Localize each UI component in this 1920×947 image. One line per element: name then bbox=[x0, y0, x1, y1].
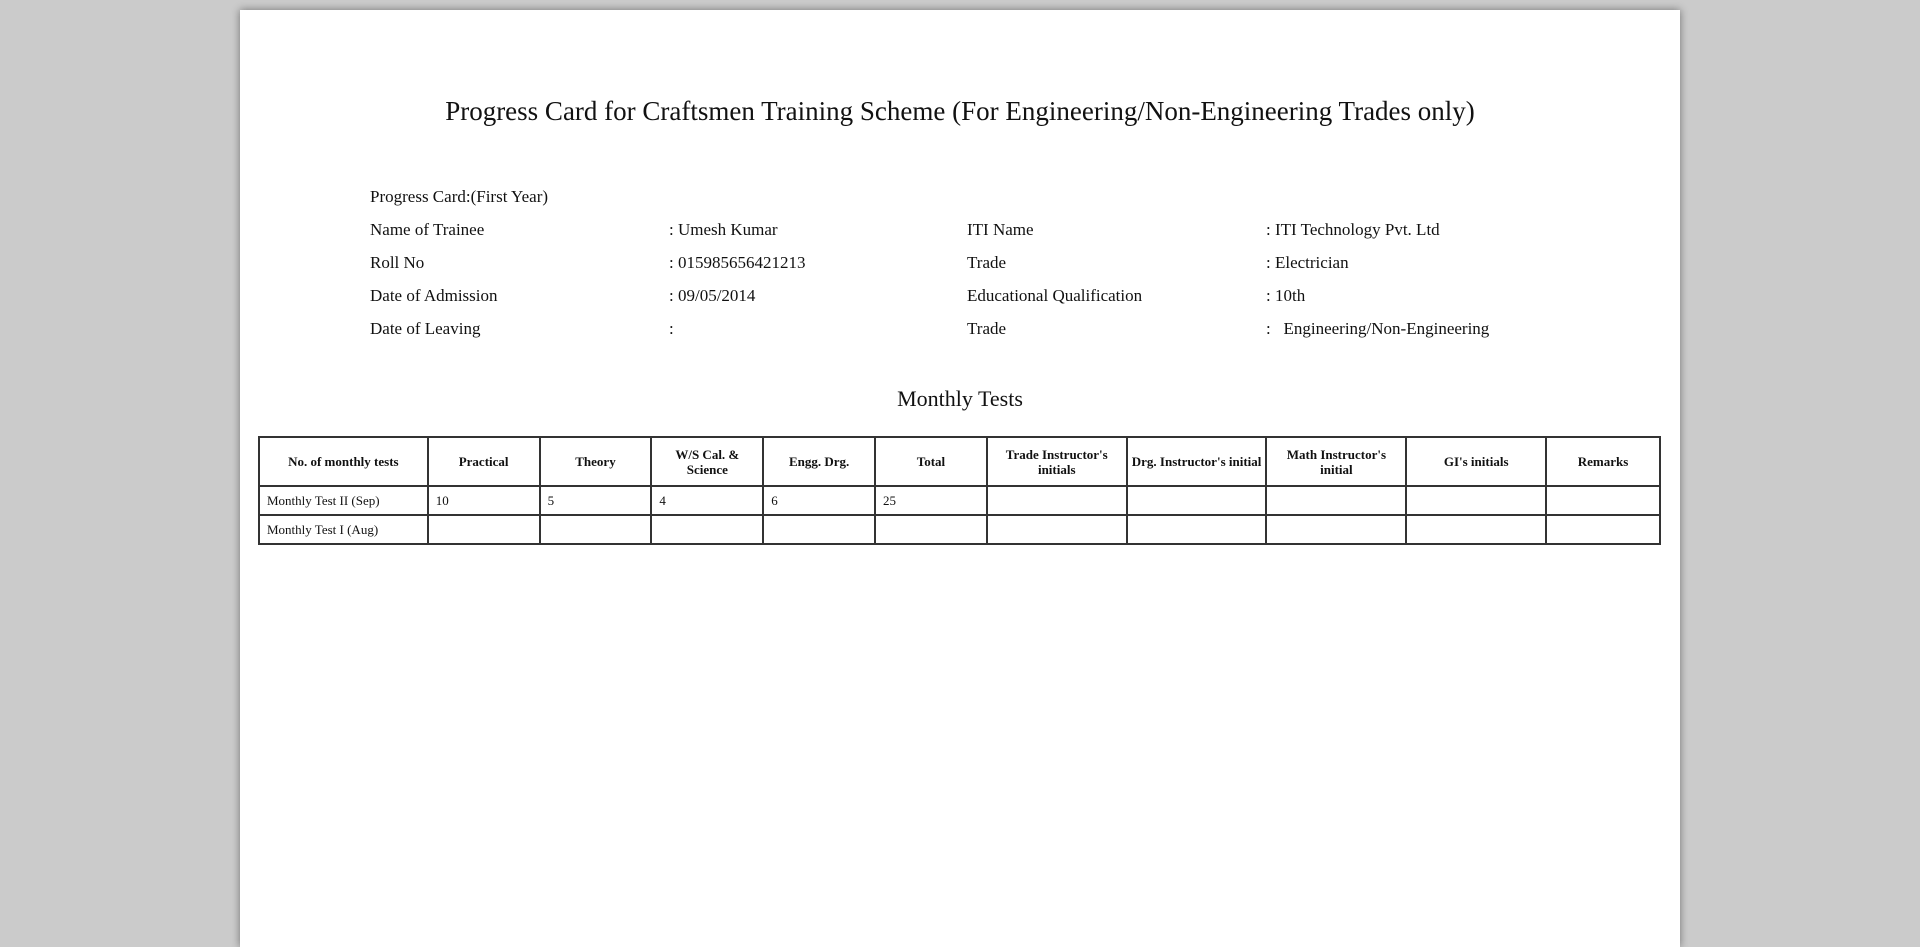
table-cell bbox=[1406, 486, 1546, 515]
table-cell bbox=[1406, 515, 1546, 544]
column-header: Drg. Instructor's initial bbox=[1127, 437, 1267, 486]
column-header: Practical bbox=[428, 437, 540, 486]
table-cell bbox=[763, 515, 875, 544]
card-label-row bbox=[370, 180, 1550, 213]
info-row-admission bbox=[370, 279, 1550, 312]
qualification-label: Educational Qualification bbox=[967, 286, 1143, 305]
trade-label: Trade bbox=[967, 253, 1007, 272]
table-row bbox=[259, 486, 1660, 515]
table-cell bbox=[1546, 486, 1660, 515]
column-header: Math Instructor's initial bbox=[1266, 437, 1406, 486]
column-header: Theory bbox=[540, 437, 652, 486]
table-cell: 4 bbox=[651, 486, 763, 515]
table-cell: 25 bbox=[875, 486, 987, 515]
table-cell: Monthly Test II (Sep) bbox=[259, 486, 428, 515]
table-cell bbox=[651, 515, 763, 544]
qualification-value: : 10th bbox=[1266, 286, 1306, 305]
table-cell: 6 bbox=[763, 486, 875, 515]
monthly-tests-title: Monthly Tests bbox=[897, 386, 1023, 411]
column-header: Remarks bbox=[1546, 437, 1660, 486]
column-header: No. of monthly tests bbox=[259, 437, 428, 486]
table-cell: Monthly Test I (Aug) bbox=[259, 515, 428, 544]
leaving-date-value: : bbox=[669, 319, 674, 338]
table-cell bbox=[540, 515, 652, 544]
monthly-tests-table bbox=[258, 436, 1661, 545]
progress-card-page bbox=[240, 10, 1680, 947]
roll-no-value: : 015985656421213 bbox=[669, 253, 806, 272]
table-cell bbox=[1127, 515, 1267, 544]
admission-date-value: : 09/05/2014 bbox=[669, 286, 756, 305]
table-cell bbox=[1266, 486, 1406, 515]
column-header: Trade Instructor's initials bbox=[987, 437, 1127, 486]
table-cell: 5 bbox=[540, 486, 652, 515]
table-cell bbox=[875, 515, 987, 544]
column-header: Total bbox=[875, 437, 987, 486]
trade-value: : Electrician bbox=[1266, 253, 1349, 272]
table-cell bbox=[1266, 515, 1406, 544]
trainee-info bbox=[370, 180, 1550, 345]
trainee-name-label: Name of Trainee bbox=[370, 220, 485, 239]
table-header-row bbox=[259, 437, 1660, 486]
table-row bbox=[259, 515, 1660, 544]
table-cell bbox=[987, 486, 1127, 515]
iti-name-value: : ITI Technology Pvt. Ltd bbox=[1266, 220, 1440, 239]
table-cell: 10 bbox=[428, 486, 540, 515]
leaving-date-label: Date of Leaving bbox=[370, 319, 481, 338]
info-row-roll bbox=[370, 246, 1550, 279]
column-header: GI's initials bbox=[1406, 437, 1546, 486]
trainee-name-value: : Umesh Kumar bbox=[669, 220, 778, 239]
info-row-trainee bbox=[370, 213, 1550, 246]
column-header: Engg. Drg. bbox=[763, 437, 875, 486]
page-title: Progress Card for Craftsmen Training Scheme (For Engineering/Non-Engineering Trades only) bbox=[445, 96, 1475, 126]
trade-type-label: Trade bbox=[967, 319, 1007, 338]
trade-type-value: : Engineering/Non-Engineering bbox=[1266, 319, 1490, 338]
table-cell bbox=[1127, 486, 1267, 515]
iti-name-label: ITI Name bbox=[967, 220, 1034, 239]
table-cell bbox=[1546, 515, 1660, 544]
table-cell bbox=[428, 515, 540, 544]
roll-no-label: Roll No bbox=[370, 253, 425, 272]
admission-date-label: Date of Admission bbox=[370, 286, 498, 305]
column-header: W/S Cal. & Science bbox=[651, 437, 763, 486]
info-row-leaving bbox=[370, 312, 1550, 345]
card-label: Progress Card:(First Year) bbox=[370, 187, 549, 206]
table-cell bbox=[987, 515, 1127, 544]
